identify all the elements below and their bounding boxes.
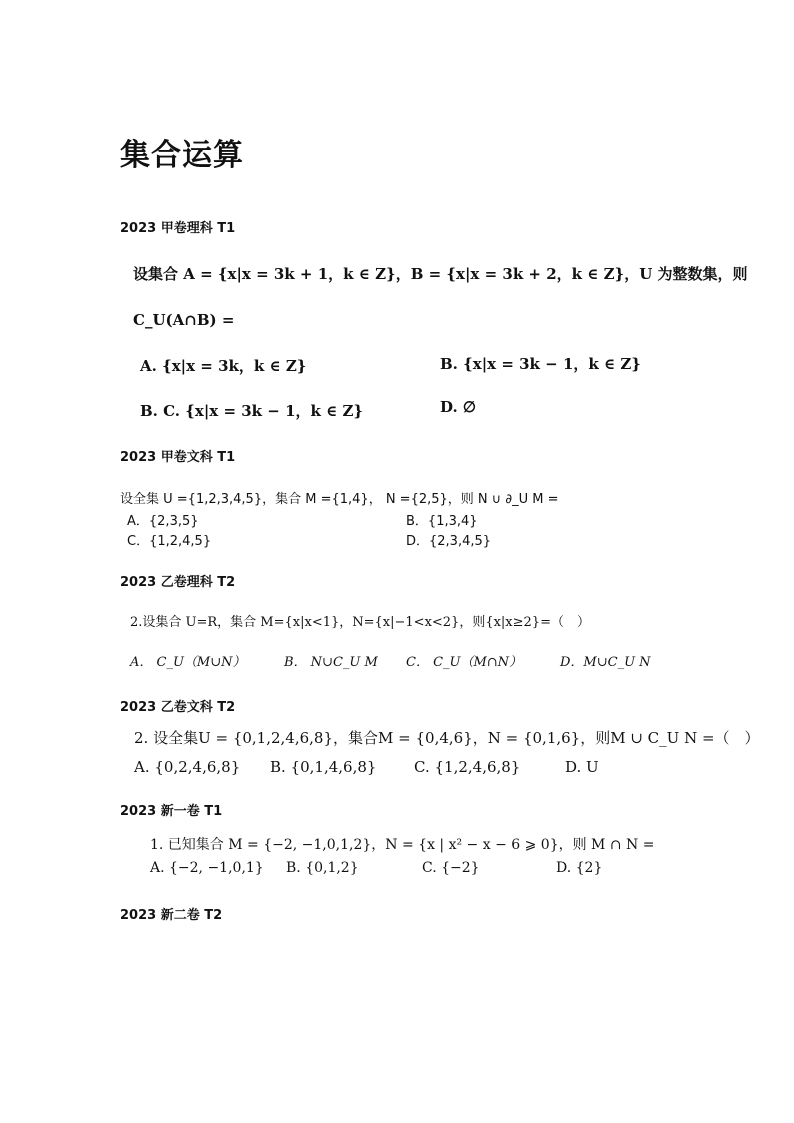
question-stem: 2.设集合 U=R，集合 M={x|x<1}，N={x|−1<x<2}，则{x|x≥2}=（ ） — [130, 615, 590, 630]
option-a: A. {0,2,4,6,8} — [134, 758, 241, 776]
option-b: B． N∪C_U M — [284, 655, 378, 670]
option-d: D. ∅ — [440, 398, 476, 416]
option-b: B. {0,1,2} — [286, 860, 359, 876]
option-a: A． C_U（M∪N） — [130, 655, 246, 670]
section-heading: 2023 新一卷 T1 — [120, 804, 223, 819]
option-c: B. C. {x|x = 3k − 1，k ∈ Z} — [140, 402, 364, 420]
option-b: B．{1,3,4} — [406, 514, 478, 529]
option-d: D．M∪C_U N — [560, 655, 651, 670]
option-c: C． C_U（M∩N） — [406, 655, 523, 670]
section-heading: 2023 乙卷理科 T2 — [120, 575, 236, 590]
option-d: D．{2,3,4,5} — [406, 534, 492, 549]
option-c: C．{1,2,4,5} — [127, 534, 212, 549]
question-stem-continued: C_U(A∩B) = — [133, 311, 235, 329]
section-heading: 2023 新二卷 T2 — [120, 908, 223, 923]
section-heading: 2023 乙卷文科 T2 — [120, 700, 236, 715]
option-c: C. {1,2,4,6,8} — [414, 758, 521, 776]
question-stem: 设全集 U ={1,2,3,4,5}，集合 M ={1,4}， N ={2,5}，则 N ∪ ∂_U M = — [120, 492, 559, 507]
option-a: A．{2,3,5} — [127, 514, 199, 529]
option-a: A. {x|x = 3k，k ∈ Z} — [140, 357, 307, 375]
option-d: D. {2} — [556, 860, 603, 876]
question-stem: 设集合 A = {x|x = 3k + 1，k ∈ Z}，B = {x|x = 3k + 2，k ∈ Z}，U 为整数集，则 — [133, 265, 748, 283]
option-b: B. {x|x = 3k − 1，k ∈ Z} — [440, 355, 641, 373]
section-heading: 2023 甲卷理科 T1 — [120, 221, 236, 236]
page-title: 集合运算 — [120, 138, 244, 173]
question-stem: 2. 设全集U = {0,1,2,4,6,8}，集合M = {0,4,6}，N = {0,1,6}，则M ∪ C_U N =（ ） — [134, 729, 760, 747]
option-a: A. {−2, −1,0,1} — [150, 860, 264, 876]
option-d: D. U — [565, 758, 599, 776]
section-heading: 2023 甲卷文科 T1 — [120, 450, 236, 465]
question-stem: 1. 已知集合 M = {−2, −1,0,1,2}，N = {x | x² − x − 6 ⩾ 0}，则 M ∩ N = — [150, 837, 655, 853]
option-b: B. {0,1,4,6,8} — [270, 758, 377, 776]
option-c: C. {−2} — [422, 860, 480, 876]
